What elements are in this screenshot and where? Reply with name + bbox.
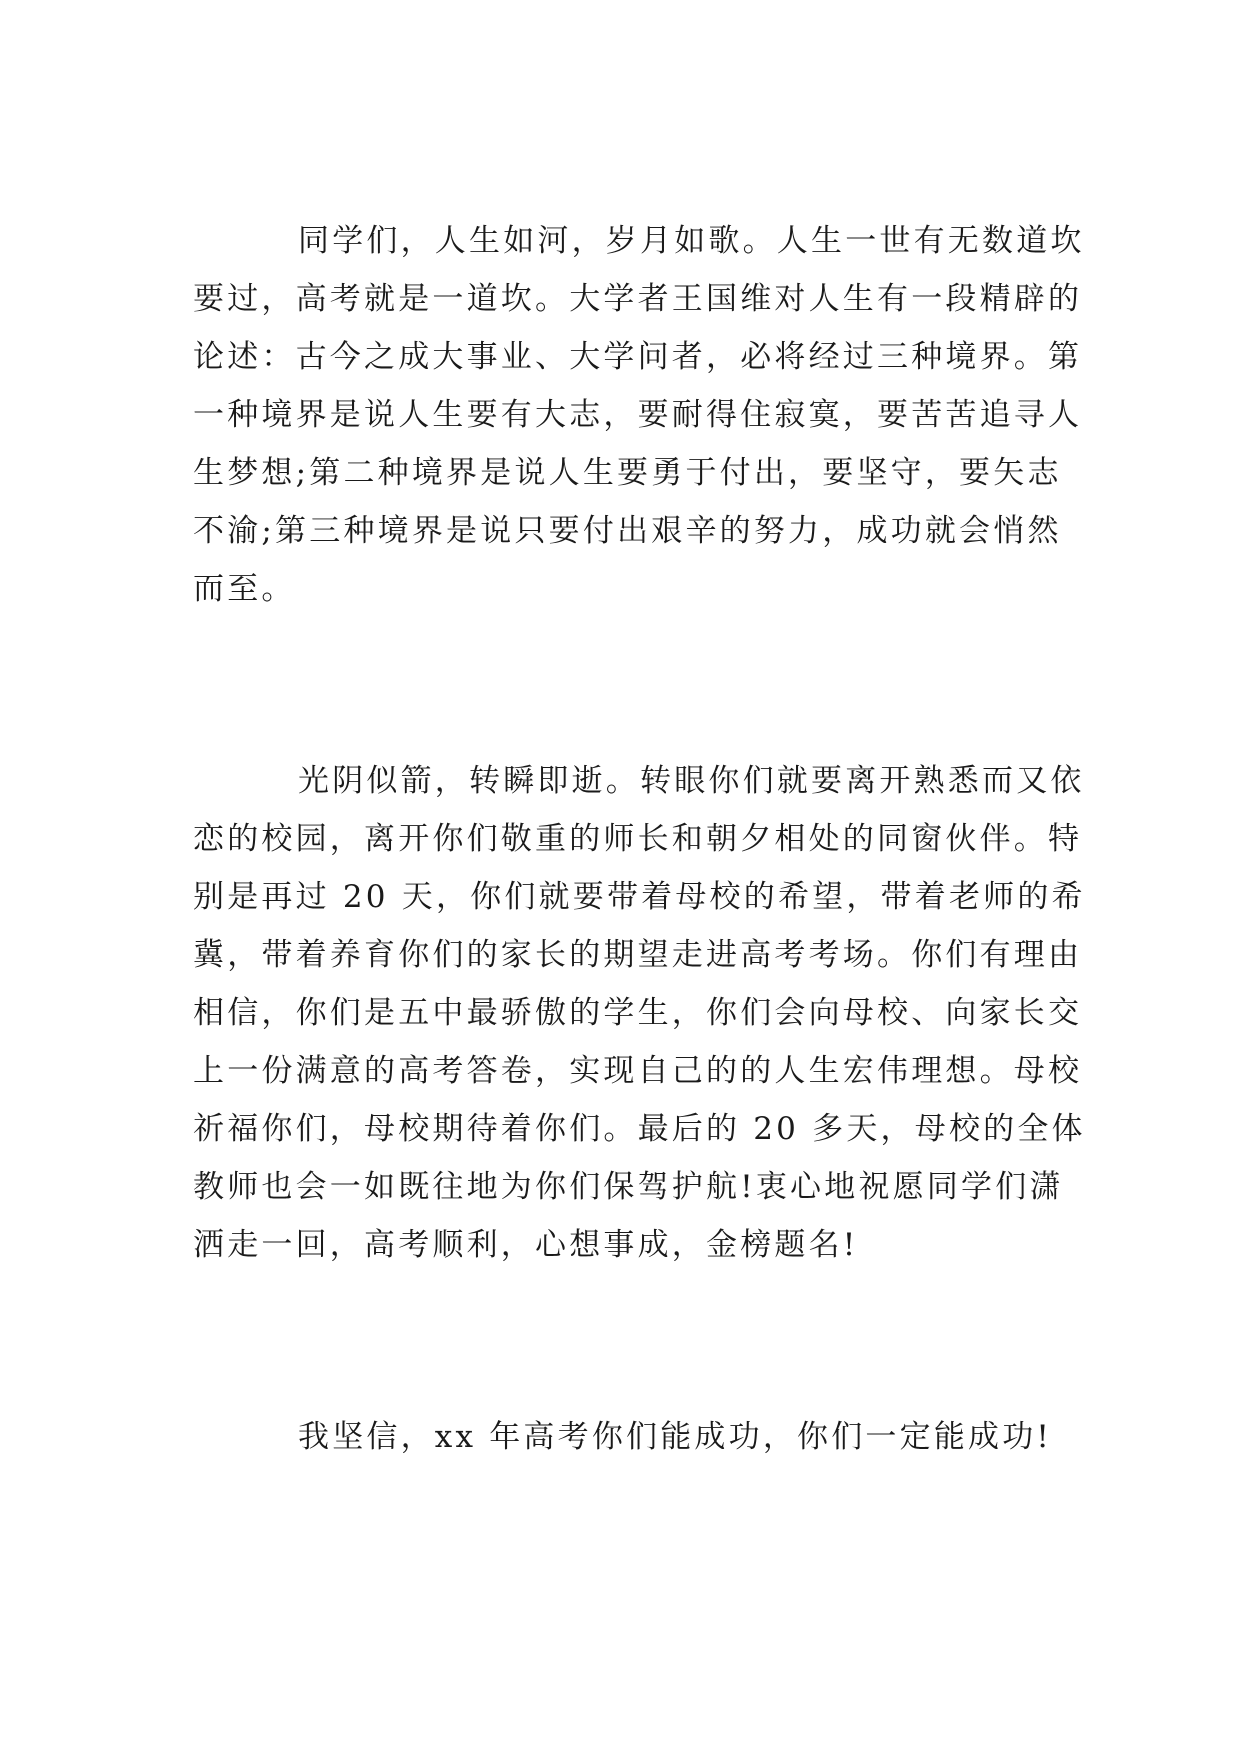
text-line: 冀，带着养育你们的家长的期望走进高考考场。你们有理由 xyxy=(193,937,1083,973)
text-line: 光阴似箭，转瞬即逝。转眼你们就要离开熟悉而又依 xyxy=(298,763,1085,799)
text-line: 一种境界是说人生要有大志，要耐得住寂寞，要苦苦追寻人 xyxy=(193,397,1083,433)
text-line: 上一份满意的高考答卷，实现自己的的人生宏伟理想。母校 xyxy=(193,1053,1083,1089)
text-line: 恋的校园，离开你们敬重的师长和朝夕相处的同窗伙伴。特 xyxy=(193,821,1083,857)
text-line: 而至。 xyxy=(193,571,296,607)
text-line: 教师也会一如既往地为你们保驾护航!衷心地祝愿同学们潇 xyxy=(193,1169,1064,1205)
text-line: 祈福你们，母校期待着你们。最后的 20 多天，母校的全体 xyxy=(193,1111,1086,1147)
text-line: 同学们，人生如河，岁月如歌。人生一世有无数道坎 xyxy=(298,223,1085,259)
text-line: 论述：古今之成大事业、大学问者，必将经过三种境界。第 xyxy=(193,339,1083,375)
text-line: 相信，你们是五中最骄傲的学生，你们会向母校、向家长交 xyxy=(193,995,1083,1031)
text-line: 要过，高考就是一道坎。大学者王国维对人生有一段精辟的 xyxy=(193,281,1083,317)
text-line: 生梦想;第二种境界是说人生要勇于付出，要坚守，要矢志 xyxy=(193,455,1062,491)
text-line: 我坚信，xx 年高考你们能成功，你们一定能成功! xyxy=(298,1419,1053,1455)
text-line: 洒走一回，高考顺利，心想事成，金榜题名! xyxy=(193,1227,859,1263)
text-line: 别是再过 20 天，你们就要带着母校的希望，带着老师的希 xyxy=(193,879,1086,915)
text-line: 不渝;第三种境界是说只要付出艰辛的努力，成功就会悄然 xyxy=(193,513,1062,549)
